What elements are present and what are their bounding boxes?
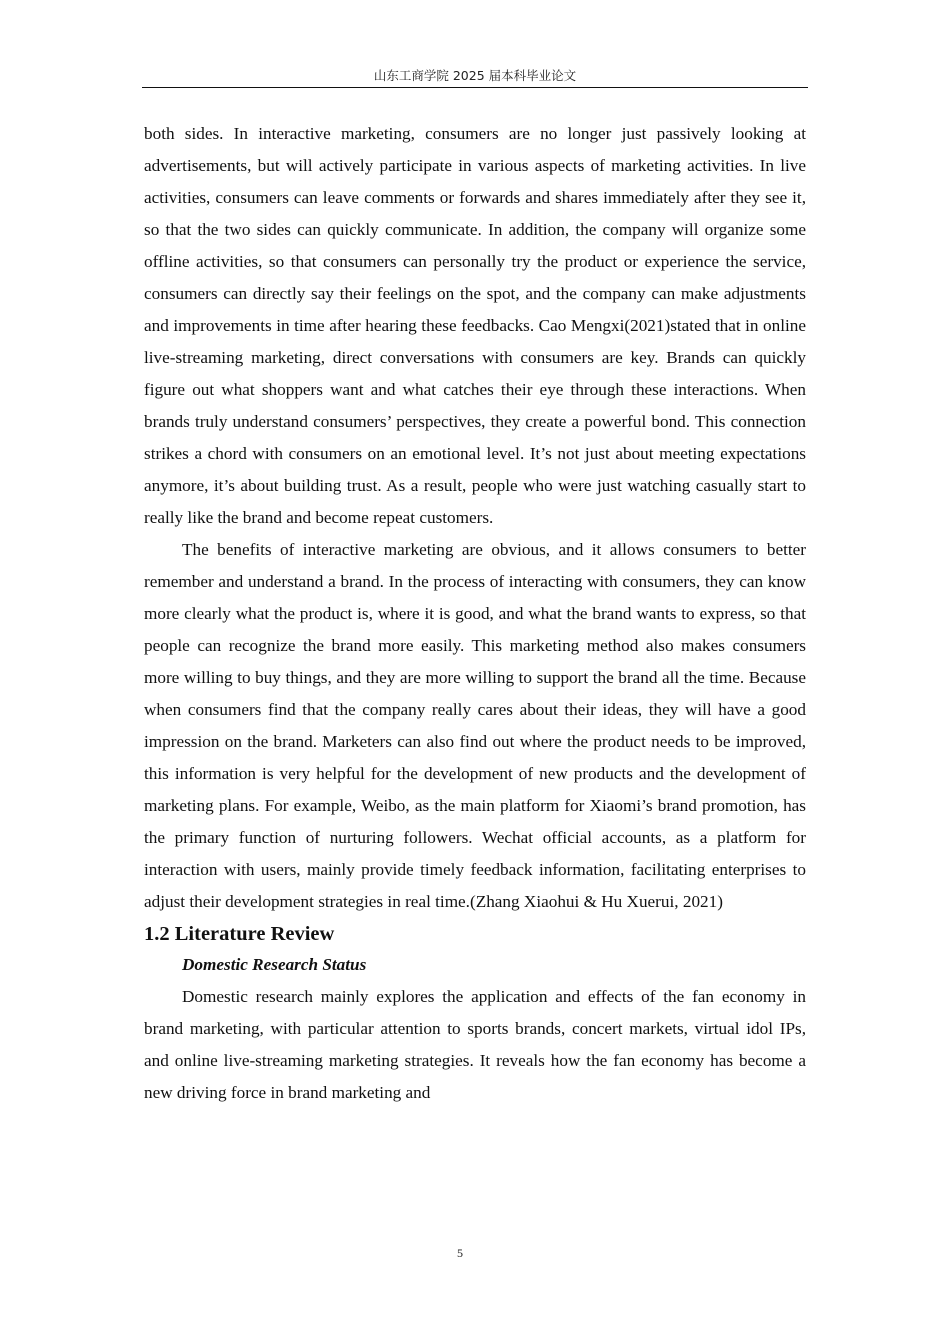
body-paragraph-domestic-research: Domestic research mainly explores the application and effects of the fan economy in brand marketing, with particular attention to sports brands, concert markets, virtual idol IPs, and online live-streaming marketing strategies. It reveals how the fan economy has become a new driving force in brand marketing and — [144, 987, 806, 1102]
page-body — [144, 118, 806, 1109]
body-paragraph-benefits: The benefits of interactive marketing are obvious, and it allows consumers to better remember and understand a brand. In the process of interacting with consumers, they can know more clearly what the product is, where it is good, and what the brand wants to express, so that people can recognize the brand more easily. This marketing method also makes consumers more willing to buy things, and they are more willing to support the brand all the time. Because when consumers find that the company really cares about their ideas, they will have a good impression on the brand. Marketers can also find out where the product needs to be improved, this information is very helpful for the development of new products and the development of marketing plans. For example, Weibo, as the main platform for Xiaomi’s brand promotion, has the primary function of nurturing followers. Wechat official accounts, as a platform for interaction with users, mainly provide timely feedback information, facilitating enterprises to adjust their development strategies in real time.(Zhang Xiaohui & Hu Xuerui, 2021) — [144, 540, 806, 911]
page-number: 5 — [457, 1246, 463, 1260]
body-paragraph-continued: both sides. In interactive marketing, consumers are no longer just passively looking at advertisements, but will actively participate in various aspects of marketing activities. In live activities, consumers can leave comments or forwards and shares immediately after they see it, so that the two sides can quickly communicate. In addition, the company will organize some offline activities, so that consumers can personally try the product or experience the service, consumers can directly say their feelings on the spot, and the company can make adjustments and improvements in time after hearing these feedbacks. Cao Mengxi(2021)stated that in online live-streaming marketing, direct conversations with consumers are key. Brands can quickly figure out what shoppers want and what catches their eye through these interactions. When brands truly understand consumers’ perspectives, they create a powerful bond. This connection strikes a chord with consumers on an emotional level. It’s not just about meeting expectations anymore, it’s about building trust. As a result, people who were just watching casually start to really like the brand and become repeat customers. — [144, 124, 806, 527]
section-heading: 1.2 Literature Review — [144, 923, 335, 945]
subsection-heading: Domestic Research Status — [182, 955, 367, 974]
running-header: 山东工商学院 2025 届本科毕业论文 — [142, 68, 808, 88]
